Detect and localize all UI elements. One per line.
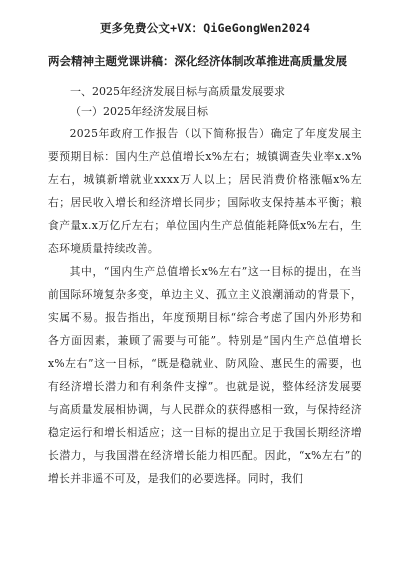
section-heading: 一、2025年经济发展目标与高质量发展要求 <box>70 85 285 98</box>
document-title: 两会精神主题党课讲稿：深化经济体制改革推进高质量发展 <box>48 54 347 68</box>
paragraph-targets: 2025年政府工作报告（以下简称报告）确定了年度发展主要预期目标：国内生产总值增长x%左右；城镇调查失业率x.x%左右，城镇新增就业xxxx万人以上；居民消费价格涨幅x%左右；居民收入增长和经济增长同步；国际收支保持基本平衡；粮食产量x.x万亿斤左右；单位国内生产总值能耗降低x%左右，生态环境质量持续改善。 <box>48 127 362 255</box>
promo-banner: 更多免费公文+VX：QiGeGongWen2024 <box>99 21 311 35</box>
paragraph-gdp-analysis: 其中，“国内生产总值增长x%左右”这一目标的提出，在当前国际环境复杂多变，单边主义、孤立主义浪潮涌动的背景下，实属不易。报告指出，年度预期目标“综合考虑了国内外形势和各方面因素，兼顾了需要与可能”。特别是“国内生产总值增长x%左右”这一目标，“既是稳就业、防风险、惠民生的需要，也有经济增长潜力和有利条件支撑”。也就是说，整体经济发展要与高质量发展相协调，与人民群众的获得感相一致，与保持经济稳定运行和增长相适应；这一目标的提出立足于我国长期经济增长潜力，与我国潜在经济增长能力相匹配。因此，“x%左右”的增长并非遥不可及，是我们的必要选择。同时，我们 <box>48 265 362 485</box>
subsection-heading: （一）2025年经济发展目标 <box>70 105 208 118</box>
